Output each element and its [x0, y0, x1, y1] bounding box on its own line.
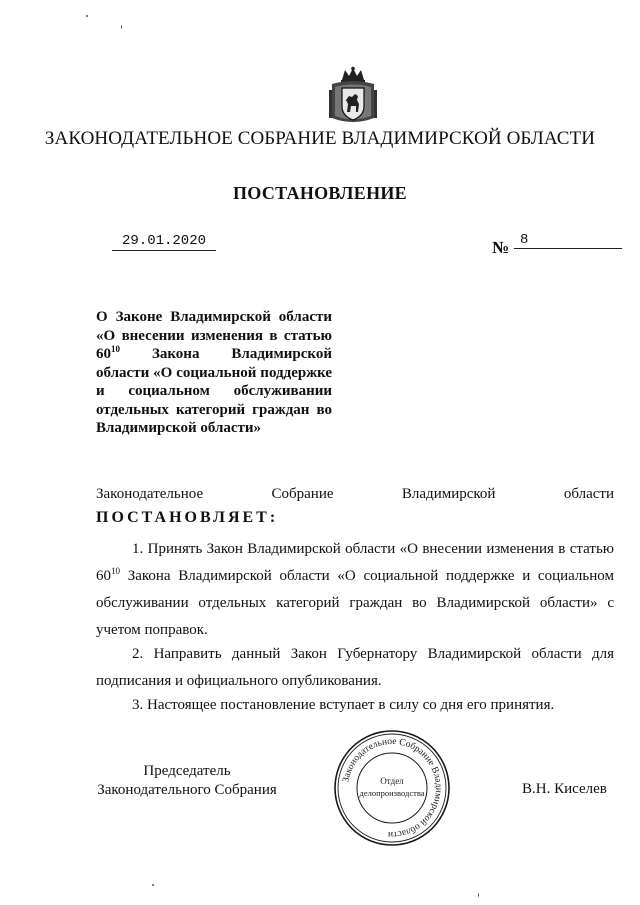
signatory-name: В.Н. Киселев	[522, 781, 607, 797]
signatory-title-line1: Председатель	[143, 763, 231, 779]
paragraph-1	[96, 536, 614, 644]
paragraph-3-text: 3. Настоящее постановление вступает в силу со дня его принятия.	[132, 697, 555, 713]
paragraph-1-part2: Закона Владимирской области «О социальной поддержке и социальном обслуживании отдельных категорий граждан во Владимирской области» с учетом поправок.	[96, 568, 614, 638]
stamp-center-line2: делопроизводства	[359, 788, 425, 798]
stamp-ring-text: Законодательное Собрание Владимирской области	[341, 736, 444, 840]
paragraph-2	[96, 641, 614, 695]
paragraph-1-part1: 1. Принять Закон Владимирской области «О внесении изменения в статью 60	[96, 541, 614, 584]
subject-text-part1: О Законе Владимирской области «О внесении изменения в статью 60	[96, 309, 332, 362]
coat-of-arms-emblem	[328, 66, 378, 126]
stamp-center-line1: Отдел	[380, 776, 404, 786]
number-label: №	[492, 238, 510, 257]
organization-title: ЗАКОНОДАТЕЛЬНОЕ СОБРАНИЕ ВЛАДИМИРСКОЙ ОБЛАСТИ	[44, 128, 596, 149]
subject-superscript: 10	[111, 344, 120, 354]
paragraph-3	[96, 692, 614, 719]
scan-speck	[121, 25, 122, 29]
subject-text-part2: Закона Владимирской области «О социальной поддержке и социальном обслуживании отдельных категорий граждан во Владимирской области»	[96, 346, 332, 436]
document-number: 8	[514, 232, 622, 249]
scan-speck	[152, 884, 154, 886]
official-stamp	[330, 728, 454, 848]
scan-speck	[478, 893, 479, 897]
signatory-title-line2: Законодательного Собрания	[97, 782, 277, 798]
scan-speck	[86, 15, 88, 17]
document-type-title: ПОСТАНОВЛЕНИЕ	[233, 183, 407, 203]
signatory-title	[92, 762, 282, 800]
document-subject	[96, 308, 332, 438]
paragraph-1-superscript: 10	[111, 566, 120, 576]
preamble: Законодательное Собрание Владимирской области	[96, 486, 614, 502]
decree-word: ПОСТАНОВЛЯЕТ:	[96, 509, 279, 526]
paragraph-2-text: 2. Направить данный Закон Губернатору Владимирской области для подписания и официального опубликования.	[96, 646, 614, 689]
document-date: 29.01.2020	[112, 233, 216, 251]
